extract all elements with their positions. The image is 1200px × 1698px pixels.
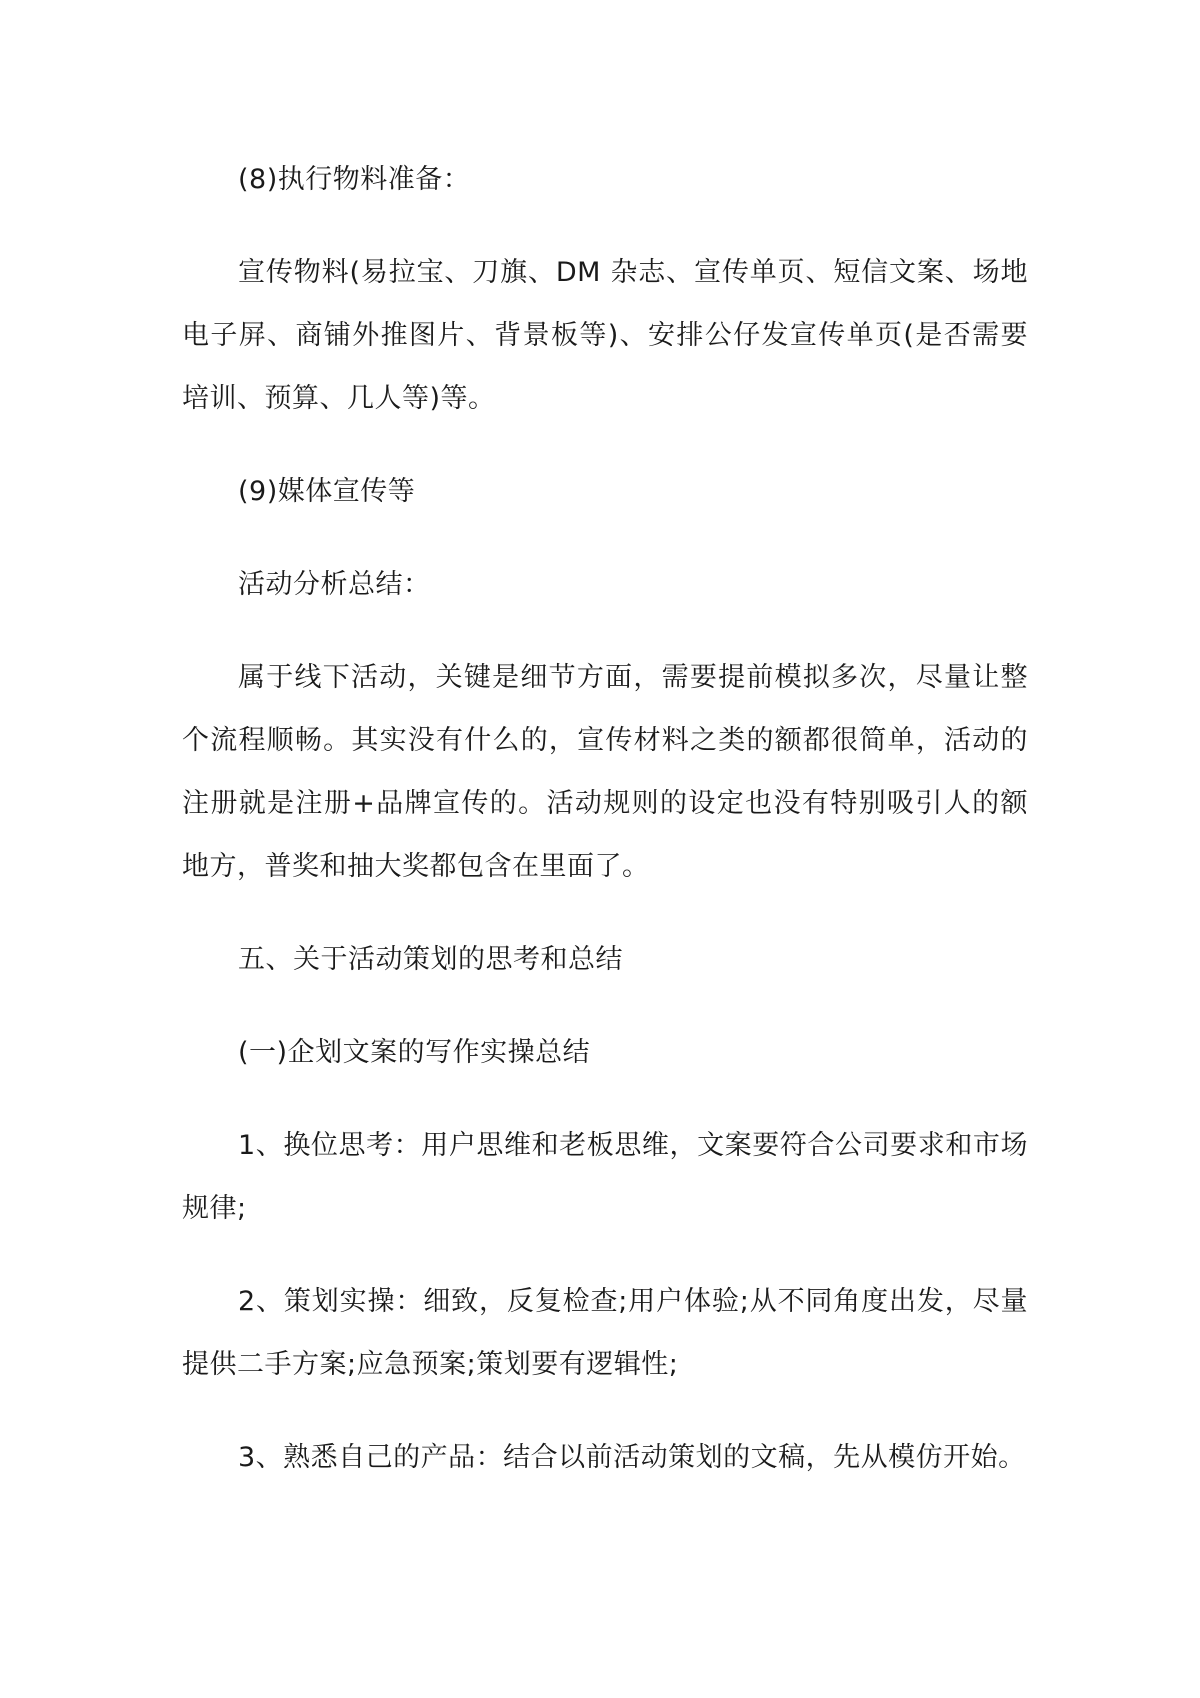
paragraph-material-prep-heading: (8)执行物料准备：	[238, 164, 471, 195]
list-item-3: 3、熟悉自己的产品：结合以前活动策划的文稿，先从模仿开始。	[238, 1442, 1026, 1473]
section-heading-five: 五、关于活动策划的思考和总结	[238, 944, 623, 975]
paragraph-media-promo: (9)媒体宣传等	[238, 476, 416, 507]
list-item-2: 2、策划实操：细致，反复检查;用户体验;从不同角度出发，尽量提供二手方案;应急预案;策划要有逻辑性;	[182, 1286, 1028, 1380]
paragraph-promo-materials: 宣传物料(易拉宝、刀旗、DM 杂志、宣传单页、短信文案、场地电子屏、商铺外推图片、背景板等)、安排公仔发宣传单页(是否需要培训、预算、几人等)等。	[182, 257, 1028, 414]
document-body	[182, 148, 1028, 1489]
paragraph-analysis-body: 属于线下活动，关键是细节方面，需要提前模拟多次，尽量让整个流程顺畅。其实没有什么的，宣传材料之类的额都很简单，活动的注册就是注册+品牌宣传的。活动规则的设定也没有特别吸引人的额地方，普奖和抽大奖都包含在里面了。	[182, 662, 1028, 882]
list-item-1: 1、换位思考：用户思维和老板思维，文案要符合公司要求和市场规律;	[182, 1130, 1028, 1224]
subsection-heading-one: (一)企划文案的写作实操总结	[238, 1037, 591, 1068]
paragraph-analysis-heading: 活动分析总结：	[238, 569, 431, 600]
